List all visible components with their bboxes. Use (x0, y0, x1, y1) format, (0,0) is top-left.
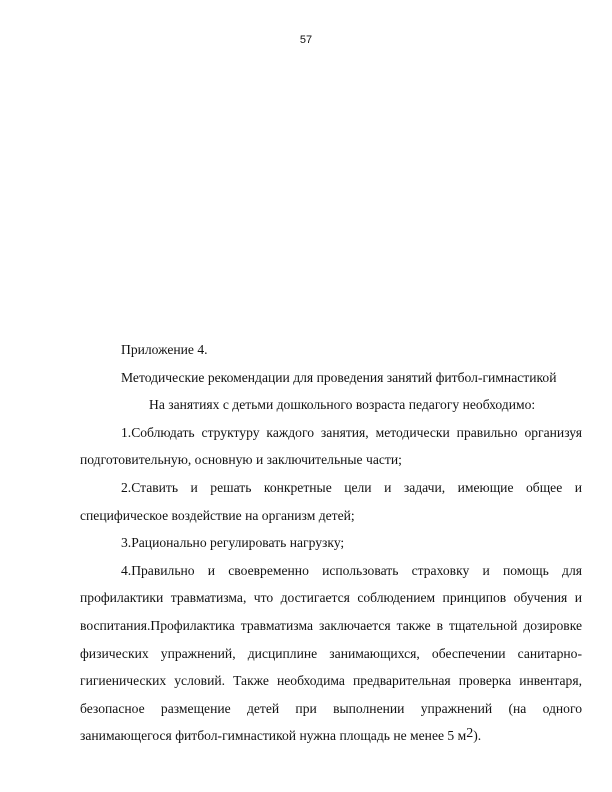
list-item-4-text: 4.Правильно и своевременно использовать страховку и помощь для профилактики травматизма, что достигается соблюдением принципов обучения и воспитания.Профилактика травматизма заключается также в тщательной дозировке физических упражнений, дисциплине занимающихся, обеспечении санитарно-гигиенических условий. Также необходима предварительная проверка инвентаря, безопасное размещение детей при выполнении упражнений (на одного занимающегося фитбол-гимнастикой нужна площадь не менее 5 м (80, 562, 582, 744)
list-item-1: 1.Соблюдать структуру каждого занятия, методически правильно организуя подготовительную, основную и заключительные части; (80, 424, 582, 468)
list-item-2: 2.Ставить и решать конкретные цели и задачи, имеющие общее и специфическое воздействие на организм детей; (80, 479, 582, 523)
list-item-3: 3.Рационально регулировать нагрузку; (121, 535, 345, 551)
document-body (80, 336, 582, 751)
list-item-4 (80, 557, 582, 751)
list-item-4-end: ). (473, 728, 482, 744)
superscript-two: 2 (466, 726, 474, 742)
intro-paragraph: На занятиях с детьми дошкольного возраста педагогу необходимо: (149, 397, 536, 413)
appendix-label: Приложение 4. (121, 342, 208, 357)
document-title: Методические рекомендации для проведения занятий фитбол-гимнастикой (121, 369, 557, 385)
page-number: 57 (299, 34, 313, 46)
